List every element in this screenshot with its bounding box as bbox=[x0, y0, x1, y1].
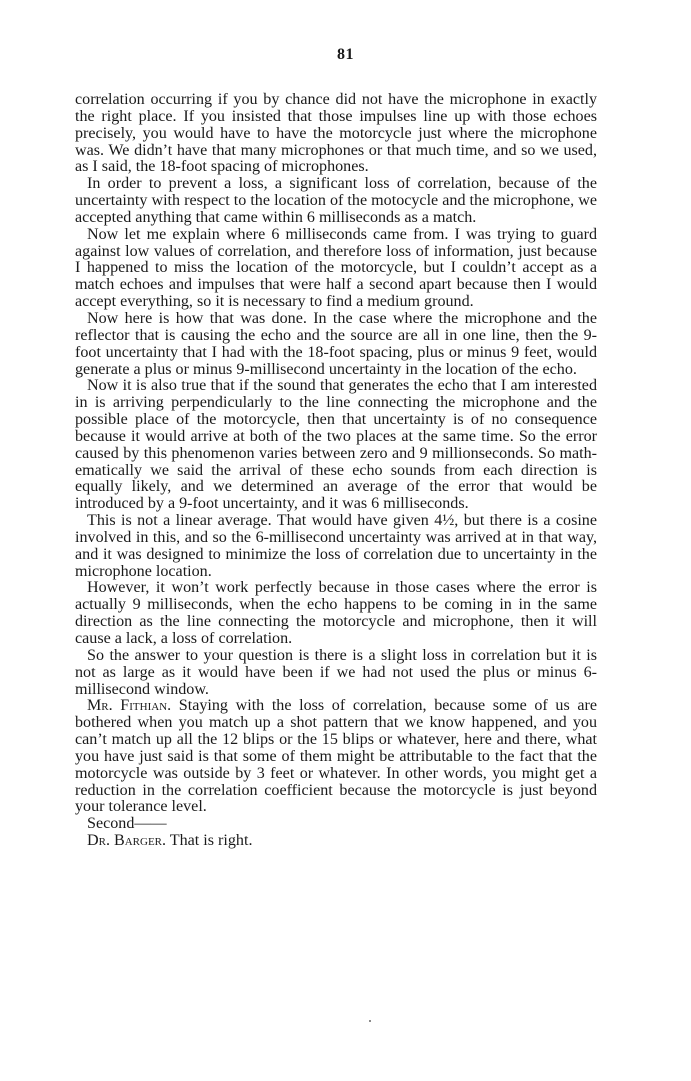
paragraph-1: correlation occurring if you by chance did not have the microphone in exactly the right place. If you insisted that those impulses line up with those echoes precisely, you would have to have the motorcycle just where the microphone was. We didn’t have that many microphones or that much time, and so we used, as I said, the 18-foot spacing of microphones. bbox=[75, 91, 597, 176]
second-paragraph: Second—— bbox=[87, 815, 167, 833]
fithian-paragraph bbox=[75, 698, 597, 816]
barger-text: That is right. bbox=[166, 832, 253, 850]
paragraph-6: This is not a linear average. That would have given 4½, but there is a cosine involved in this, and so the 6-millisecond uncertainty was arrived at in that way, and it was designed to minimize the loss of correlation due to uncertainty in the microphone location. bbox=[75, 512, 597, 580]
paragraph-3: Now let me explain where 6 milliseconds came from. I was trying to guard against low values of correlation, and therefore loss of information, just because I happened to miss the location of the motorcycle, but I couldn’t accept as a match echoes and impulses that were half a second apart because then I would accept everything, so it is necessary to find a medium ground. bbox=[75, 225, 597, 311]
speaker-barger: Dr. Barger. bbox=[87, 832, 167, 850]
page-number: 81 bbox=[337, 46, 354, 63]
paragraph-8: So the answer to your question is there is a slight loss in correlation but it is not as large as it would have been if we had not used the plus or minus 6-millisecond window. bbox=[75, 646, 597, 698]
paragraph-2: In order to prevent a loss, a significant loss of correlation, because of the uncertainty with respect to the location of the motocycle and the microphone, we accepted anything that came within 6 milliseconds as a match. bbox=[75, 175, 597, 226]
barger-paragraph bbox=[75, 833, 597, 850]
paragraph-5: Now it is also true that if the sound that generates the echo that I am interested in is arriving perpendicularly to the line connecting the microphone and the possible place of the motorcycle, then that uncertainty is of no consequence because it would arrive at both of the two places at the same time. So the error caused by this phenomenon varies between zero and 9 millionseconds. So mathematically we said the arrival of these echo sounds from each direction is equally likely, and we determined an average of the error that would be introduced by a 9-foot uncertainty, and it was 6 milliseconds. bbox=[75, 377, 597, 513]
stray-mark bbox=[369, 1020, 371, 1022]
paragraph-4: Now here is how that was done. In the case where the microphone and the reflector that is causing the echo and the source are all in one line, then the 9-foot uncertainty that I had with the 18-foot spacing, plus or minus 9 feet, would generate a plus or minus 9-millisecond uncertainty in the location of the echo. bbox=[75, 309, 597, 378]
fithian-text: Staying with the loss of correlation, because some of us are bothered when you match up a shot pattern that we know happened, and you can’t match up all the 12 blips or the 15 blips or whatever, here and there, what you have just said is that some of them might be attributable to the fact that the motorcycle was outside by 3 feet or whatever. In other words, you might get a reduction in the correlation coefficient because the motorcycle is just beyond your tolerance level. bbox=[75, 697, 597, 816]
body-text bbox=[75, 92, 597, 850]
speaker-fithian: Mr. Fithian. bbox=[87, 697, 172, 715]
paragraph-7: However, it won’t work perfectly because in those cases where the error is actually 9 milliseconds, when the echo happens to be coming in in the same direction as the line connecting the motorcycle and microphone, then it will cause a lack, a loss of correlation. bbox=[75, 579, 597, 647]
